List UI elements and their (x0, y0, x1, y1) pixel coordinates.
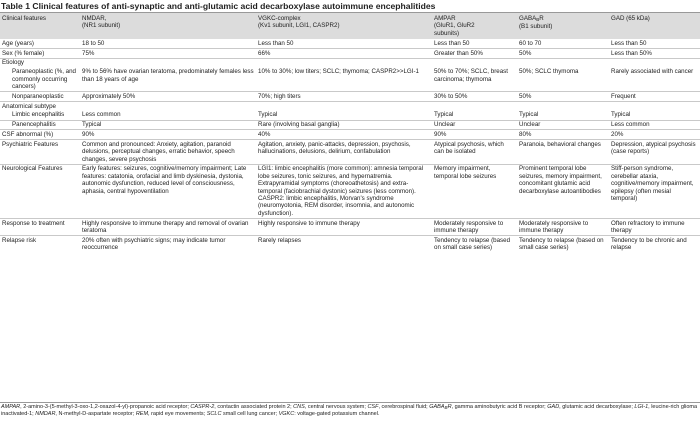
abbrev: SCLC (206, 411, 222, 417)
abbrev-def: , 2-amino-3-(5-methyl-3-oxo-1,2-oxazol-4-yl)-propanoic acid receptor; (20, 404, 191, 410)
cell: Common and pronounced: Anxiety, agitation, paranoid delusions, perceptual changes, erratic behavior, speech changes, severe psychosis (80, 140, 256, 165)
abbrev: R (447, 404, 452, 410)
row-neurological (0, 164, 700, 218)
header-nmdar (80, 13, 256, 39)
cell: 20% (609, 130, 700, 140)
cell: Approximately 50% (80, 92, 256, 102)
cell: Less than 50 (256, 39, 432, 48)
abbrev: NMDAR (35, 411, 56, 417)
cell: Stiff-person syndrome, cerebellar ataxia, cognitive/memory impairment, epilepsy (often mesial temporal) (609, 164, 700, 218)
cell: 40% (256, 130, 432, 140)
abbrev: AMPAR (1, 404, 21, 410)
header-sublabel: subunits) (434, 29, 460, 37)
header-label-subscript: B (536, 17, 540, 22)
abbrev-def: , gamma aminobutyric acid B receptor; (451, 404, 548, 410)
row-label: Psychiatric Features (0, 140, 80, 165)
cell: 66% (256, 49, 432, 59)
abbrev-def: , glutamic acid decarboxylase; (559, 404, 635, 410)
cell: Rarely associated with cancer (609, 68, 700, 92)
header-sublabel: (B1 subunit) (519, 23, 553, 31)
table-footnote (1, 404, 698, 418)
row-response (0, 218, 700, 235)
cell: Typical (609, 111, 700, 120)
cell: Tendency to be chronic and relapse (611, 236, 687, 252)
cell: 90% (432, 130, 517, 140)
abbrev-def: , leucine-rich glioma inactivated-1; (1, 404, 698, 417)
abbrev: GAD (547, 404, 560, 410)
table-title (1, 1, 435, 11)
row-paraneoplastic (0, 68, 700, 92)
cell: Typical (256, 111, 432, 120)
cell: Early features: seizures, cognitive/memory impairment; Late features: catatonia, orofacial and limb dyskinesia, dystonia, autonomic dysfunction, reduced level of consciousness, aphasia, central hypoventilation (80, 164, 256, 218)
abbrev: REM (135, 411, 149, 417)
cell: 50% to 70%; SCLC, breast carcinoma; thymoma (432, 68, 517, 92)
header-gabab (517, 13, 609, 39)
header-label: Clinical features (2, 15, 47, 22)
cell: 70%; high titers (256, 92, 432, 102)
cell: Tendency to relapse (based on small case series) (519, 236, 604, 252)
row-panencephalitis (0, 120, 700, 130)
row-label: Nonparaneoplastic (0, 92, 80, 102)
row-label: CSF abnormal (%) (0, 130, 80, 140)
section-heading: Etiology (2, 59, 25, 67)
abbrev-def: , cerebrospinal fluid; (378, 404, 430, 410)
cell: Depression, atypical psychosis (case reports) (609, 140, 700, 165)
header-label-part: GABA (519, 15, 537, 22)
abbrev-def: , N-methyl-D-aspartate receptor; (55, 411, 136, 417)
header-label: GAD (65 kDa) (611, 15, 650, 22)
cell: 9% to 56% have ovarian teratoma, predominately females less than 18 years of age (80, 68, 256, 92)
header-gad (609, 13, 700, 39)
row-psychiatric (0, 140, 700, 165)
row-nonparaneoplastic (0, 92, 700, 102)
abbrev: CNS (293, 404, 305, 410)
cell: 30% to 50% (432, 92, 517, 102)
cell: 50% (517, 92, 609, 102)
cell: 60 to 70 (517, 39, 609, 48)
cell: Less than 50 (432, 39, 517, 48)
cell: Prominent temporal lobe seizures, memory impairment, concomitant glutamic acid decarboxylase autoantibodies (517, 164, 609, 218)
abbrev: CSF (367, 404, 379, 410)
cell: Highly responsive to immune therapy and removal of ovarian teratoma (80, 218, 256, 235)
row-label: Paraneoplastic (%, and commonly occurring cancers) (0, 68, 80, 92)
row-etiology-heading (0, 58, 700, 67)
cell: 50% (517, 49, 609, 59)
header-vgkc (256, 13, 432, 39)
abbrev: LGI-1 (634, 404, 649, 410)
row-csf (0, 130, 700, 140)
cell: Tendency to relapse (based on small case series) (434, 236, 511, 252)
empty-cell (80, 101, 700, 110)
header-label-part: R (539, 15, 544, 22)
cell: Unclear (517, 120, 609, 130)
cell: LGI1: limbic encephalitis (more common): amnesia temporal lobe seizures, tonic seizures, and hypernatremia. Extrapyramidal symptoms (choreoathetosis) and extra-temporal (faciobrachial dystonic) seizures (less common). CASPR2: limbic encephalitis, Morvan's syndrome (neuromyotonia, REM disorder, insomnia, and autonomic dysfunction). (256, 164, 432, 218)
abbrev: CASPR-2 (190, 404, 215, 410)
header-clinical-features (0, 13, 80, 39)
row-limbic (0, 111, 700, 120)
header-sublabel: (Kv1 subunit, LGI1, CASPR2) (258, 22, 340, 30)
cell: Less than 50 (609, 39, 700, 48)
cell: Memory impairment, temporal lobe seizures (432, 164, 517, 218)
row-label: Panencephalitis (0, 120, 80, 130)
cell: Less common (609, 120, 700, 130)
cell: 10% to 30%; low titers; SCLC; thymoma; CASPR2>>LGI-1 (256, 68, 432, 92)
row-label: Sex (% female) (0, 49, 80, 59)
header-ampar (432, 13, 517, 39)
row-sex (0, 49, 700, 59)
row-label: Response to treatment (0, 218, 80, 235)
header-label: AMPAR (434, 15, 456, 22)
cell: Rarely relapses (258, 236, 301, 244)
cell: Moderately responsive to immune therapy (517, 218, 609, 235)
cell: 18 to 50 (80, 39, 256, 48)
header-sublabel: (NR1 subunit) (82, 22, 121, 30)
section-heading: Anatomical subtype (2, 102, 56, 110)
cell: Rare (involving basal ganglia) (256, 120, 432, 130)
cell: 20% often with psychiatric signs; may indicate tumor reoccurrence (82, 236, 226, 252)
header-row (0, 13, 700, 39)
cell: Frequent (609, 92, 700, 102)
cell: Often refractory to immune therapy (609, 218, 700, 235)
cell: 80% (517, 130, 609, 140)
cell: Highly responsive to immune therapy (256, 218, 432, 235)
row-label: Age (years) (0, 39, 80, 48)
bottom-rule (0, 402, 700, 403)
abbrev: VGKC (278, 411, 295, 417)
cell: Typical (517, 111, 609, 120)
row-age (0, 39, 700, 48)
cell: Moderately responsive to immune therapy (432, 218, 517, 235)
cell: Paranoia, behavioral changes (517, 140, 609, 165)
table-title-text: Table 1 Clinical features of anti-synaptic and anti-glutamic acid decarboxylase autoimmune encephalitides (1, 1, 436, 11)
clinical-features-table (0, 13, 700, 252)
abbrev-def: , rapid eye movements; (148, 411, 207, 417)
abbrev-def: , central nervous system; (304, 404, 368, 410)
row-label: Limbic encephalitis (0, 111, 80, 120)
abbrev-def: , contactin associated protein 2; (214, 404, 294, 410)
abbrev-subscript: B (444, 405, 448, 410)
row-label: Neurological Features (0, 164, 80, 218)
cell: 50%; SCLC thymoma (517, 68, 609, 92)
cell: Typical (80, 120, 256, 130)
header-label: NMDAR, (82, 15, 107, 22)
row-relapse (0, 236, 700, 253)
cell: 75% (80, 49, 256, 59)
abbrev-def: : voltage-gated potassium channel. (294, 411, 380, 417)
row-label: Relapse risk (2, 236, 37, 244)
abbrev-def: small cell lung cancer; (221, 411, 279, 417)
cell: Typical (432, 111, 517, 120)
cell: Greater than 50% (432, 49, 517, 59)
header-label: VGKC-complex (258, 15, 301, 22)
header-sublabel: (GluR1, GluR2 (434, 22, 475, 30)
cell: Agitation, anxiety, panic-attacks, depression, psychosis, hallucinations, delusions, delirium, confabulation (256, 140, 432, 165)
header-label (519, 15, 607, 23)
abbrev: GABA (429, 404, 445, 410)
cell: Less common (80, 111, 256, 120)
cell: 90% (80, 130, 256, 140)
row-anatomical-heading (0, 101, 700, 110)
cell: Unclear (432, 120, 517, 130)
cell: Atypical psychosis, which can be isolated (432, 140, 517, 165)
cell: Less than 50% (609, 49, 700, 59)
